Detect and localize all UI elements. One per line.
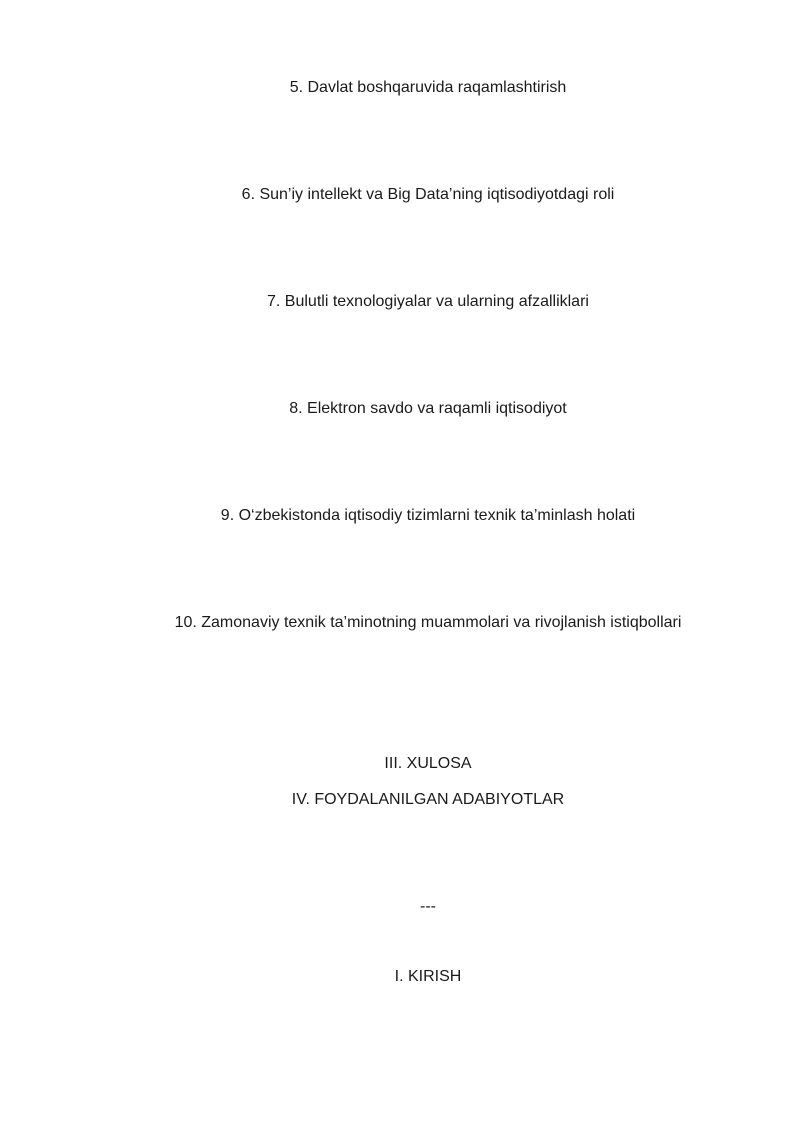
toc-item-8: 8. Elektron savdo va raqamli iqtisodiyot: [289, 400, 567, 417]
toc-item-5: 5. Davlat boshqaruvida raqamlashtirish: [289, 79, 567, 96]
section-separator: ---: [420, 898, 436, 915]
toc-item-7: 7. Bulutli texnologiyalar va ularning afzalliklari: [267, 293, 589, 310]
section-heading: I. KIRISH: [394, 968, 462, 985]
toc-references: IV. FOYDALANILGAN ADABIYOTLAR: [291, 791, 565, 808]
toc-conclusion: III. XULOSA: [384, 755, 472, 772]
toc-item-6: 6. Sun’iy intellekt va Big Data’ning iqtisodiyotdagi roli: [241, 186, 615, 203]
toc-item-10: 10. Zamonaviy texnik ta’minotning muammolari va rivojlanish istiqbollari: [174, 614, 682, 631]
toc-item-9: 9. O‘zbekistonda iqtisodiy tizimlarni texnik ta’minlash holati: [220, 507, 636, 524]
